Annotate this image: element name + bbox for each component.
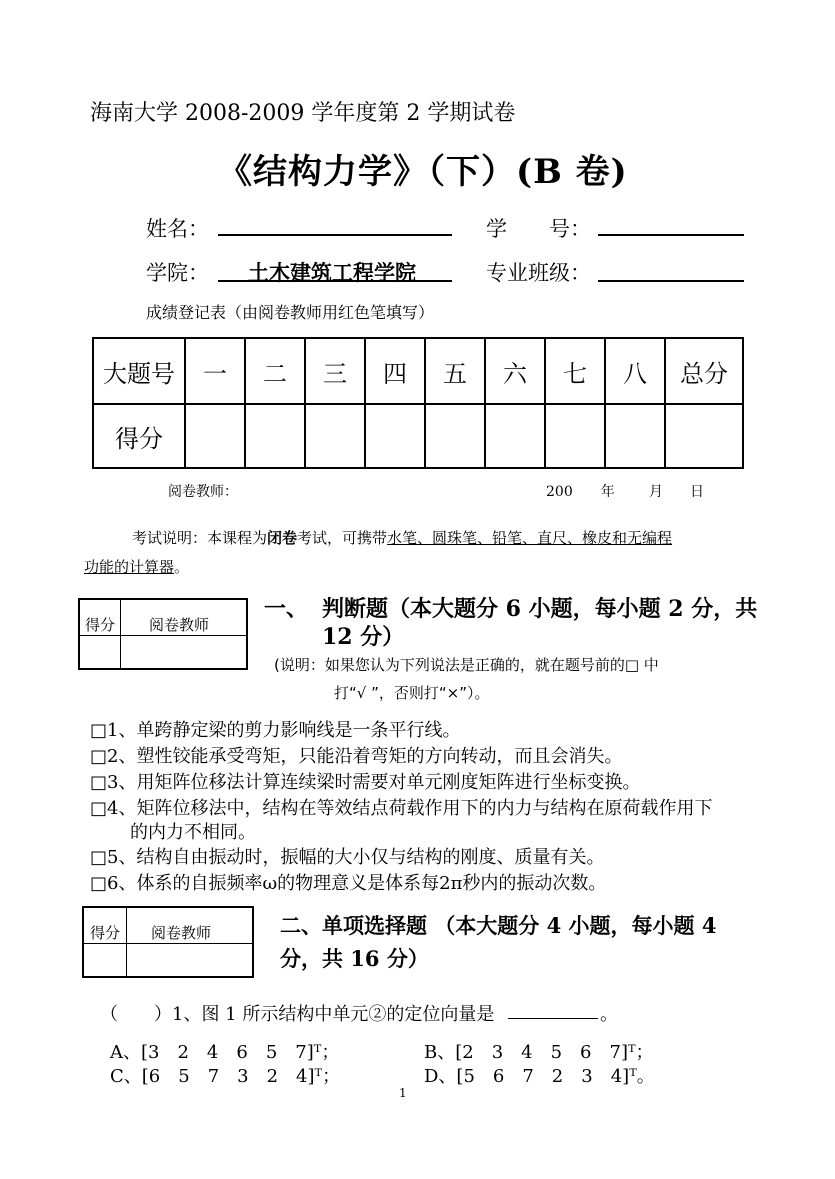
score-row-label: 得分	[93, 404, 185, 468]
section2-score-label: 得分	[83, 907, 127, 943]
question-item: □5、结构自由振动时，振幅的大小仅与结构的刚度、质量有关。	[90, 847, 605, 868]
section1-score-label: 得分	[79, 599, 121, 635]
grade-table-caption: 成绩登记表（由阅卷教师用红色笔填写）	[146, 303, 435, 322]
name-label: 姓名：	[146, 217, 209, 241]
date-month: 月	[649, 484, 663, 500]
option-d: D、[5 6 7 2 3 4]ᵀ。	[424, 1066, 655, 1087]
section1-teacher-cell[interactable]	[121, 635, 248, 669]
section1-note-line1: (说明：如果您认为下列说法是正确的，就在题号前的□ 中	[274, 656, 659, 674]
grade-table-score-row	[93, 404, 743, 468]
score-cell[interactable]	[245, 404, 305, 468]
grade-table-header-row	[93, 338, 743, 404]
college-label: 学院：	[146, 261, 209, 285]
section2-teacher-cell[interactable]	[127, 943, 254, 977]
grade-table	[92, 337, 744, 469]
allowed-items-line2: 功能的计算器	[84, 558, 175, 576]
grade-header-cell: 二	[245, 338, 305, 404]
score-cell[interactable]	[665, 404, 743, 468]
section2-heading-line2: 分，共 16 分）	[280, 946, 429, 971]
question-item: □3、用矩阵位移法计算连续梁时需要对单元刚度矩阵进行坐标变换。	[90, 772, 641, 793]
section1-heading-line2: 12 分）	[322, 624, 405, 650]
section2-score-box	[82, 906, 254, 978]
university-line: 海南大学 2008-2009 学年度第 2 学期试卷	[90, 101, 516, 126]
question-item: □6、体系的自振频率ω的物理意义是体系每2π秒内的振动次数。	[90, 873, 607, 894]
grade-header-cell: 六	[485, 338, 545, 404]
score-cell[interactable]	[545, 404, 605, 468]
choice-question-1: （ ）1、图 1 所示结构中单元②的定位向量是	[100, 1004, 495, 1025]
section1-note-line2: 打“√ ”，否则打“×”）。	[334, 684, 490, 702]
name-field[interactable]	[218, 234, 452, 236]
reviewer-label: 阅卷教师：	[168, 484, 238, 500]
option-b: B、[2 3 4 5 6 7]ᵀ；	[424, 1042, 654, 1063]
notes-end: 。	[174, 558, 190, 576]
grade-header-cell: 五	[425, 338, 485, 404]
grade-header-cell: 三	[305, 338, 365, 404]
score-cell[interactable]	[485, 404, 545, 468]
page-title: 《结构力学》（下）(B 卷)	[218, 152, 628, 192]
option-a: A、[3 2 4 6 5 7]ᵀ；	[110, 1042, 340, 1063]
section1-score-box	[78, 598, 248, 670]
section1-heading-line1: 判断题（本大题分 6 小题，每小题 2 分，共	[322, 596, 758, 622]
section1-score-cell[interactable]	[79, 635, 121, 669]
class-label: 专业班级：	[486, 261, 591, 285]
student-id-label: 学 号：	[486, 217, 591, 241]
grade-header-cell: 总分	[665, 338, 743, 404]
option-c: C、[6 5 7 3 2 4]ᵀ；	[110, 1066, 341, 1087]
date-day: 日	[690, 484, 704, 500]
question-item: □4、矩阵位移法中，结构在等效结点荷载作用下的内力与结构在原荷载作用下	[90, 798, 713, 819]
section1-heading-num: 一、	[264, 596, 309, 622]
answer-blank[interactable]	[508, 1018, 598, 1019]
grade-header-cell: 一	[185, 338, 245, 404]
question-item: □1、单跨静定梁的剪力影响线是一条平行线。	[90, 720, 461, 741]
notes-middle: 考试，可携带	[297, 529, 388, 547]
college-value: 土木建筑工程学院	[248, 260, 416, 285]
grade-header-cell: 大题号	[93, 338, 185, 404]
score-cell[interactable]	[305, 404, 365, 468]
page-number: 1	[399, 1086, 407, 1100]
section2-teacher-label: 阅卷教师	[127, 907, 254, 943]
score-cell[interactable]	[425, 404, 485, 468]
section2-score-cell[interactable]	[83, 943, 127, 977]
grade-header-cell: 八	[605, 338, 665, 404]
grade-header-cell: 四	[365, 338, 425, 404]
score-cell[interactable]	[365, 404, 425, 468]
section2-heading-line1: 二、单项选择题 （本大题分 4 小题，每小题 4	[280, 913, 717, 938]
allowed-items-line1: 水笔、圆珠笔、铅笔、直尺、橡皮和无编程	[387, 529, 673, 547]
class-field[interactable]	[598, 280, 744, 282]
question-item: □2、塑性铰能承受弯矩，只能沿着弯矩的方向转动，而且会消失。	[90, 746, 623, 767]
score-cell[interactable]	[605, 404, 665, 468]
closed-book-text: 闭卷	[267, 529, 298, 547]
choice-question-1-end: 。	[600, 1004, 618, 1025]
date-year: 200 年	[546, 484, 615, 500]
college-field[interactable]	[218, 280, 452, 282]
question-item-continuation: 的内力不相同。	[130, 822, 256, 843]
exam-notes-line2	[84, 556, 189, 577]
exam-notes-line1	[132, 527, 672, 548]
score-cell[interactable]	[185, 404, 245, 468]
student-id-field[interactable]	[598, 234, 744, 236]
section1-teacher-label: 阅卷教师	[121, 599, 248, 635]
grade-header-cell: 七	[545, 338, 605, 404]
notes-prefix: 考试说明：本课程为	[132, 529, 268, 547]
